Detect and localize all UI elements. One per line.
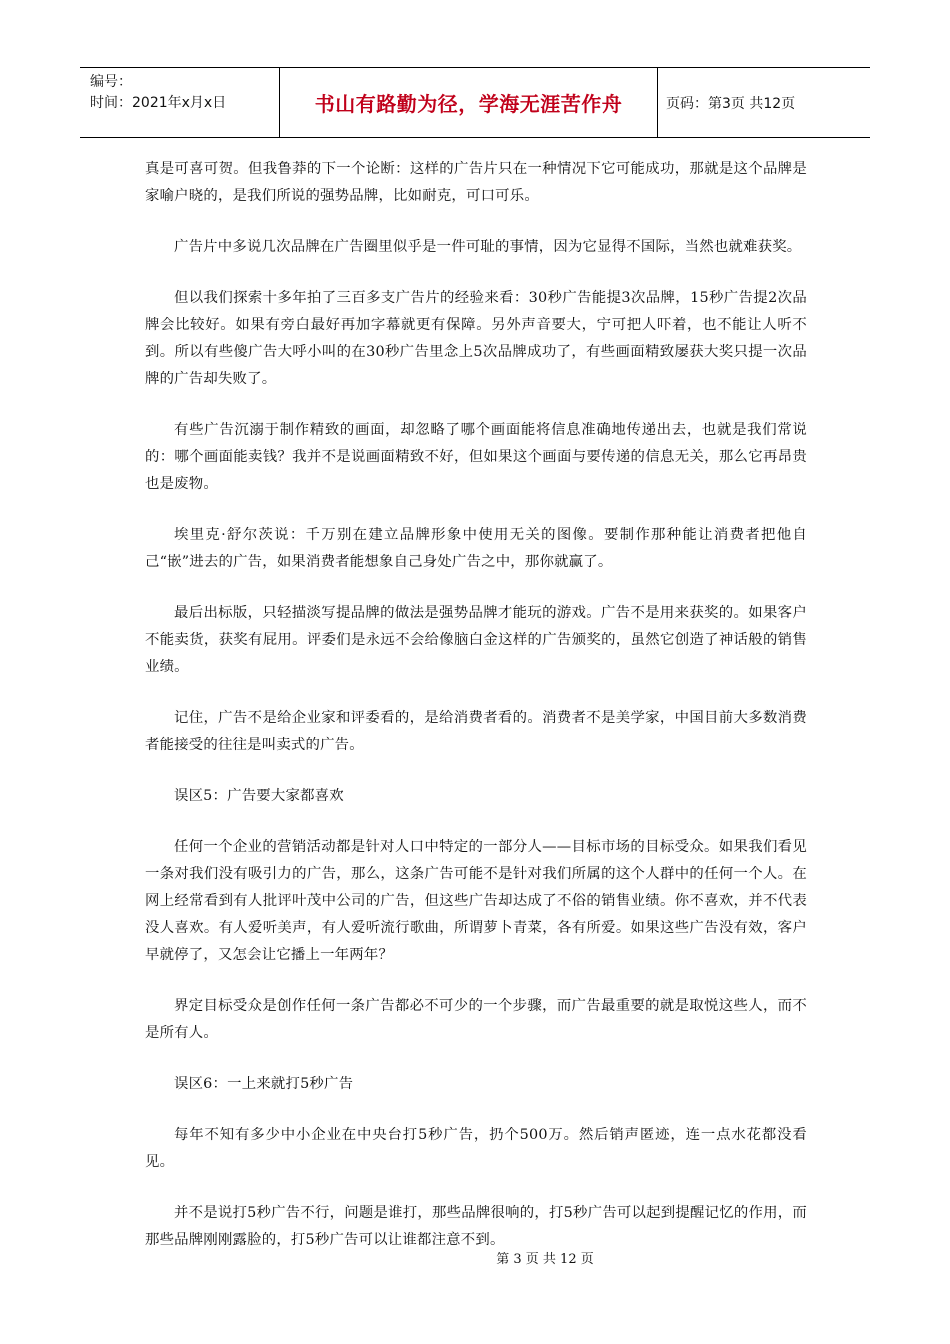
page-footer <box>0 1248 950 1267</box>
paragraph: 埃里克·舒尔茨说：千万别在建立品牌形象中使用无关的图像。要制作那种能让消费者把他自己“嵌”进去的广告，如果消费者能想象自己身处广告之中，那你就赢了。 <box>145 527 807 570</box>
paragraph: 界定目标受众是创作任何一条广告都必不可少的一个步骤，而广告最重要的就是取悦这些人，而不是所有人。 <box>145 998 807 1041</box>
paragraph: 并不是说打5秒广告不行，问题是谁打，那些品牌很响的，打5秒广告可以起到提醒记忆的作用，而那些品牌刚刚露脸的，打5秒广告可以让谁都注意不到。 <box>145 1205 807 1248</box>
section-heading: 误区5：广告要大家都喜欢 <box>174 788 344 804</box>
header-motto: 书山有路勤为径，学海无涯苦作舟 <box>280 68 658 137</box>
footer-page-number: 第 3 页 共 12 页 <box>496 1252 594 1267</box>
header-meta <box>80 68 280 137</box>
paragraph: 记住，广告不是给企业家和评委看的，是给消费者看的。消费者不是美学家，中国目前大多数消费者能接受的往往是叫卖式的广告。 <box>145 710 807 753</box>
paragraph: 每年不知有多少中小企业在中央台打5秒广告，扔个500万。然后销声匿迹，连一点水花都没看见。 <box>145 1127 807 1170</box>
paragraph: 任何一个企业的营销活动都是针对人口中特定的一部分人——目标市场的目标受众。如果我们看见一条对我们没有吸引力的广告，那么，这条广告可能不是针对我们所属的这个人群中的任何一个人。在网上经常看到有人批评叶茂中公司的广告，但这些广告却达成了不俗的销售业绩。你不喜欢，并不代表没人喜欢。有人爱听美声，有人爱听流行歌曲，所谓萝卜青菜，各有所爱。如果这些广告没有效，客户早就停了，又怎会让它播上一年两年？ <box>145 839 807 963</box>
section-heading: 误区6：一上来就打5秒广告 <box>174 1076 354 1092</box>
paragraph: 有些广告沉溺于制作精致的画面，却忽略了哪个画面能将信息准确地传递出去，也就是我们常说的：哪个画面能卖钱？我并不是说画面精致不好，但如果这个画面与要传递的信息无关，那么它再昂贵也是废物。 <box>145 422 807 492</box>
paragraph: 但以我们探索十多年拍了三百多支广告片的经验来看：30秒广告能提3次品牌，15秒广告提2次品牌会比较好。如果有旁白最好再加字幕就更有保障。另外声音要大，宁可把人吓着，也不能让人听不到。所以有些傻广告大呼小叫的在30秒广告里念上5次品牌成功了，有些画面精致屡获大奖只提一次品牌的广告却失败了。 <box>145 290 807 387</box>
document-date-label: 时间：2021年x月x日 <box>90 95 227 111</box>
header-page-info: 页码：第3页 共12页 <box>666 95 796 112</box>
paragraph: 广告片中多说几次品牌在广告圈里似乎是一件可耻的事情，因为它显得不国际，当然也就难获奖。 <box>174 239 802 255</box>
page-header <box>80 67 870 138</box>
document-body <box>145 156 807 1278</box>
paragraph: 真是可喜可贺。但我鲁莽的下一个论断：这样的广告片只在一种情况下它可能成功，那就是这个品牌是家喻户晓的，是我们所说的强势品牌，比如耐克，可口可乐。 <box>145 161 807 204</box>
paragraph: 最后出标版，只轻描淡写提品牌的做法是强势品牌才能玩的游戏。广告不是用来获奖的。如果客户不能卖货，获奖有屁用。评委们是永远不会给像脑白金这样的广告颁奖的，虽然它创造了神话般的销售业绩。 <box>145 605 807 675</box>
document-number-label: 编号： <box>90 74 132 90</box>
